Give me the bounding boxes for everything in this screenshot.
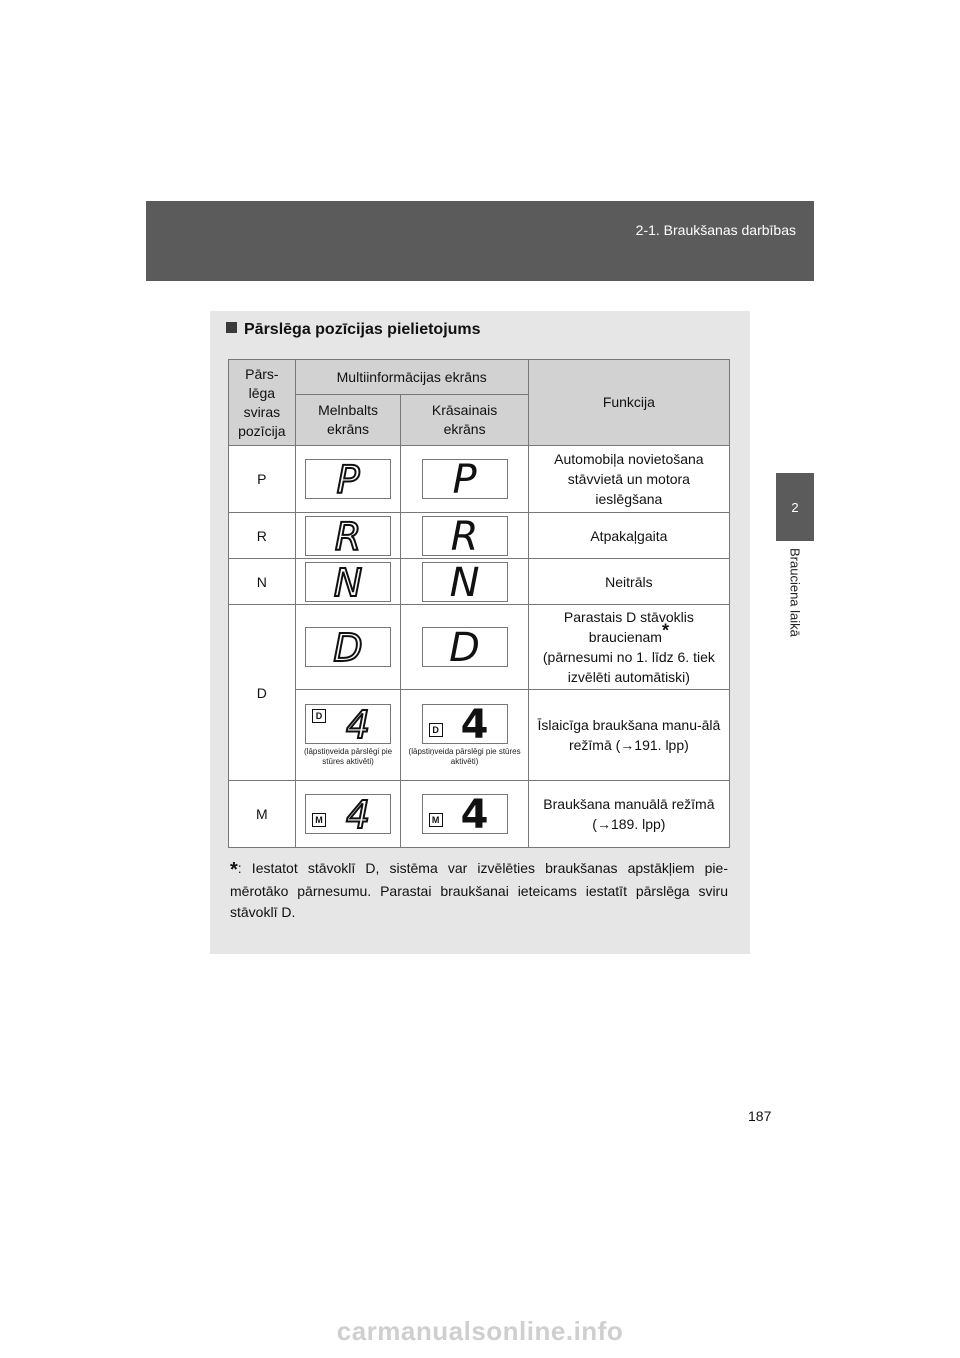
header-function: Funkcija bbox=[528, 360, 729, 446]
table-row bbox=[229, 605, 730, 690]
page-number: 187 bbox=[748, 1108, 772, 1124]
table-row bbox=[229, 513, 730, 559]
header-band bbox=[146, 201, 814, 281]
function-cell: Īslaicīga braukšana manu-ālā režīmā (→191. lpp) bbox=[528, 690, 729, 781]
header-bw: Melnbalts ekrāns bbox=[295, 395, 401, 446]
mode-badge: M bbox=[312, 813, 326, 827]
gear-glyph: N bbox=[333, 560, 363, 605]
mode-badge: M bbox=[429, 813, 443, 827]
function-cell: Braukšana manuālā režīmā (→189. lpp) bbox=[528, 781, 729, 848]
function-cell: Neitrāls bbox=[528, 559, 729, 605]
mode-badge: D bbox=[429, 723, 443, 737]
color-display-cell bbox=[401, 690, 528, 781]
table-row bbox=[229, 559, 730, 605]
function-cell: Atpakaļgaita bbox=[528, 513, 729, 559]
bw-display bbox=[305, 514, 391, 559]
gear-glyph: 4 bbox=[345, 702, 371, 747]
bw-display-cell bbox=[295, 446, 401, 513]
bw-display-cell bbox=[295, 513, 401, 559]
color-display bbox=[422, 513, 508, 560]
heading-text: Pārslēga pozīcijas pielietojums bbox=[244, 321, 481, 338]
header-color: Krāsainais ekrāns bbox=[401, 395, 528, 446]
footnote bbox=[230, 858, 728, 923]
gear-glyph: 4 bbox=[460, 792, 489, 838]
color-display-cell bbox=[401, 605, 528, 690]
gear-glyph: N bbox=[449, 559, 480, 606]
function-text: Parastais D stāvoklis braucienam bbox=[563, 609, 694, 645]
bw-display bbox=[305, 626, 391, 670]
watermark: carmanualsonline.info bbox=[336, 1316, 624, 1346]
gear-glyph: P bbox=[452, 457, 477, 503]
footnote-marker: * bbox=[661, 620, 669, 641]
color-display bbox=[422, 559, 508, 606]
color-display-cell bbox=[401, 781, 528, 848]
display-caption: (lāpstiņveida pārslēgi pie stūres aktivēti) bbox=[408, 746, 521, 766]
gear-glyph: D bbox=[449, 625, 480, 671]
bw-display-cell bbox=[295, 605, 401, 690]
table-row bbox=[229, 781, 730, 848]
bw-display bbox=[305, 560, 391, 605]
color-display-cell bbox=[401, 559, 528, 605]
bw-display-cell bbox=[295, 781, 401, 848]
bw-display-cell bbox=[295, 559, 401, 605]
table-row bbox=[229, 690, 730, 781]
color-display bbox=[422, 625, 508, 671]
footnote-star: * bbox=[230, 859, 238, 881]
chapter-label: Brauciena laikā bbox=[787, 548, 803, 637]
color-display bbox=[422, 792, 508, 838]
gear-glyph: 4 bbox=[345, 793, 371, 837]
display-caption: (lāpstiņveida pārslēgi pie stūres aktivēti) bbox=[304, 746, 393, 766]
section-heading bbox=[226, 321, 481, 339]
table-row bbox=[229, 446, 730, 513]
function-text-detail: (pārnesumi no 1. līdz 6. tiek izvēlēti automātiski) bbox=[542, 649, 715, 685]
gear-glyph: P bbox=[336, 458, 360, 502]
bw-display-cell bbox=[295, 690, 401, 781]
color-display bbox=[422, 457, 508, 503]
gear-glyph: R bbox=[450, 513, 479, 560]
color-display bbox=[422, 701, 508, 748]
info-panel bbox=[210, 311, 750, 954]
shift-position-table bbox=[228, 359, 730, 848]
position-cell: D bbox=[229, 605, 296, 781]
function-cell: Automobiļa novietošana stāvvietā un motora ieslēgšana bbox=[528, 446, 729, 513]
header-position: Pārs- lēga sviras pozīcija bbox=[229, 360, 296, 446]
position-cell: P bbox=[229, 446, 296, 513]
gear-glyph: R bbox=[334, 514, 362, 559]
color-display-cell bbox=[401, 513, 528, 559]
gear-glyph: D bbox=[333, 626, 363, 670]
header-multiinfo: Multiinformācijas ekrāns bbox=[295, 360, 528, 395]
position-cell: R bbox=[229, 513, 296, 559]
function-cell bbox=[528, 605, 729, 690]
bw-display bbox=[305, 702, 391, 747]
color-display-cell bbox=[401, 446, 528, 513]
position-cell: N bbox=[229, 559, 296, 605]
section-title: 2-1. Braukšanas darbības bbox=[635, 222, 796, 238]
gear-glyph: 4 bbox=[460, 701, 489, 748]
chapter-tab: 2 bbox=[776, 473, 814, 541]
position-cell: M bbox=[229, 781, 296, 848]
bullet-square-icon bbox=[226, 322, 237, 333]
mode-badge: D bbox=[312, 709, 326, 723]
footnote-text: : Iestatot stāvoklī D, sistēma var izvēlēties braukšanas apstākļiem pie-mērotāko pārnesumu. Parastai braukšanai ieteicams iestatīt pārslēga sviru stāvoklī D. bbox=[230, 860, 728, 920]
bw-display bbox=[305, 793, 391, 837]
bw-display bbox=[305, 458, 391, 502]
